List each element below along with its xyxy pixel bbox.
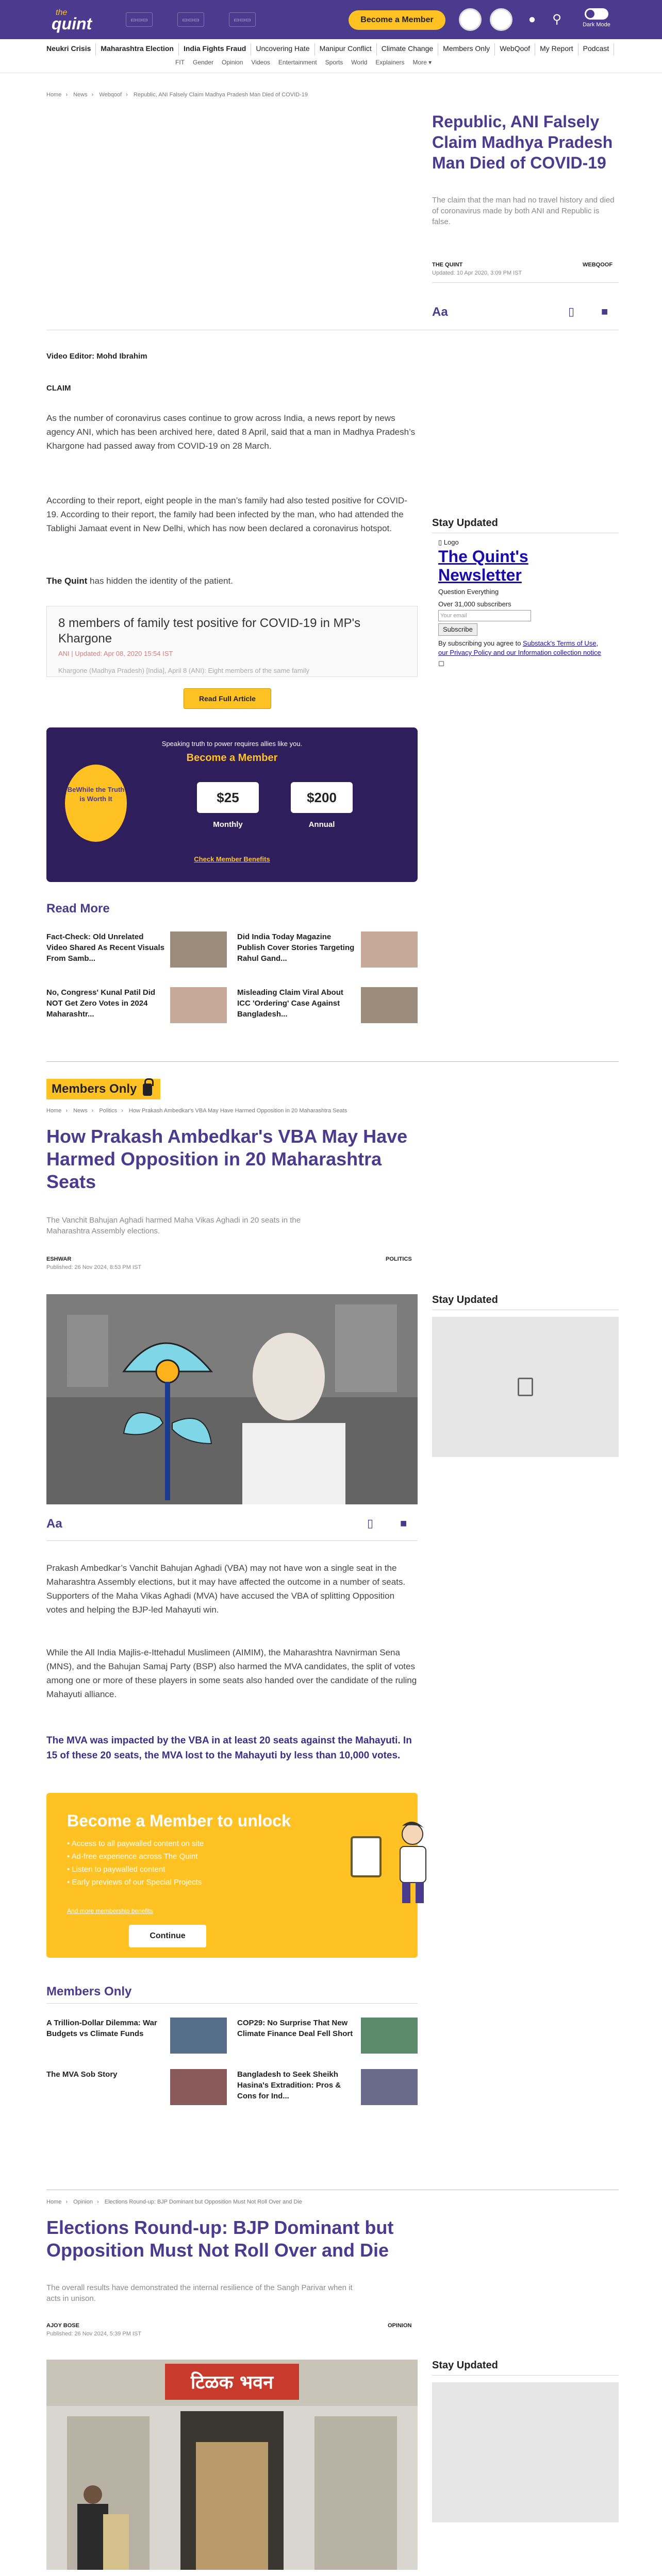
thumbnail: [361, 987, 418, 1023]
search-icon[interactable]: ⚲: [552, 12, 561, 26]
continue-button[interactable]: Continue: [129, 1925, 206, 1947]
nav-item[interactable]: Maharashtra Election: [96, 43, 179, 56]
list-item[interactable]: [46, 2018, 232, 2064]
list-item-title: COP29: No Surprise That New Climate Finance Deal Fell Short: [237, 2019, 353, 2038]
publish-date: Published: 26 Nov 2024, 5:39 PM IST: [46, 2331, 142, 2337]
list-item: • Access to all paywalled content on site: [67, 1837, 204, 1850]
document-icon: [518, 1378, 533, 1396]
publish-date: Published: 26 Nov 2024, 8:53 PM IST: [46, 1264, 142, 1270]
secondary-nav: [175, 59, 432, 66]
dark-mode-toggle[interactable]: [578, 8, 615, 31]
article-subhead: The overall results have demonstrated the internal resilience of the Sangh Parivar when it acts in unison.: [46, 2283, 353, 2303]
avatar[interactable]: [459, 8, 482, 31]
nav-item[interactable]: Neukri Crisis: [46, 43, 96, 56]
list-item[interactable]: [46, 931, 232, 978]
embedded-news-card[interactable]: [46, 606, 418, 677]
nav-item[interactable]: Members Only: [438, 43, 495, 56]
newsletter-logo: ▯ Logo: [438, 538, 459, 546]
publish-date: Updated: 10 Apr 2020, 3:09 PM IST: [432, 270, 522, 276]
breadcrumb: Home › News › Webqoof › Republic, ANI Falsely Claim Madhya Pradesh Man Died of COVID-19: [46, 92, 308, 98]
site-logo[interactable]: [46, 5, 103, 34]
list-item-title: No, Congress' Kunal Patil Did NOT Get Zero Votes in 2024 Maharashtr...: [46, 988, 156, 1019]
nav-item[interactable]: Manipur Conflict: [315, 43, 377, 56]
breadcrumb: Home › News › Politics › How Prakash Ambedkar's VBA May Have Harmed Opposition in 20 Maharashtra Seats: [46, 1108, 347, 1114]
unlock-paywall: [46, 1793, 418, 1958]
account-icon[interactable]: ●: [528, 12, 536, 26]
read-full-article-button[interactable]: Read Full Article: [184, 688, 271, 709]
article-title: How Prakash Ambedkar's VBA May Have Harmed Opposition in 20 Maharashtra Seats: [46, 1126, 408, 1192]
email-placeholder: Your email: [440, 613, 467, 619]
logo-quint: quint: [52, 14, 92, 33]
nav-item[interactable]: Climate Change: [377, 43, 438, 56]
newsletter-logo-alt: Logo: [443, 538, 459, 546]
article-paragraph: The Quint has hidden the identity of the patient.: [46, 576, 233, 586]
list-item-title: Fact-Check: Old Unrelated Video Shared As Recent Visuals From Samb...: [46, 933, 164, 963]
building-sign: टिळक भवन: [190, 2372, 274, 2393]
font-size-toggle[interactable]: Aa: [46, 1517, 62, 1531]
breadcrumb-item: How Prakash Ambedkar's VBA May Have Harmed Opposition in 20 Maharashtra Seats: [128, 1108, 347, 1114]
article-paragraph: While the All India Majlis-e-Ittehadul Muslimeen (AIMIM), the Maharashtra Navnirman Sena (MNS), and the Bahujan Samaj Party (BSP) also harmed the MVA candidates, the split of votes among one or more of these players in some seats also handed over the candidate of the ruling Mahayuti alliance.: [46, 1648, 417, 1699]
terms-link[interactable]: Substack's Terms of Use, our Privacy Policy and our Information collection notice: [438, 639, 601, 656]
list-item: • Early previews of our Special Projects: [67, 1876, 204, 1889]
author-name[interactable]: ESHWAR: [46, 1256, 72, 1262]
list-item[interactable]: [237, 931, 423, 978]
divider: [432, 282, 619, 283]
claim-label: CLAIM: [46, 384, 71, 393]
chevron-down-icon: ▾: [428, 59, 432, 66]
membership-promo: [46, 727, 418, 882]
list-item: • Ad-free experience across The Quint: [67, 1850, 204, 1863]
nav-item[interactable]: Uncovering Hate: [251, 43, 315, 56]
divider: [46, 1540, 418, 1541]
article-paragraph: According to their report, eight people in the man’s family had also tested positive for COVID-19. According to their report, the family had been infected by the man, who had attended the Tablighi Jamaat event in New Delhi, which has now been declared a coronavirus hotspot.: [46, 496, 407, 533]
person-illustration: [382, 1819, 438, 1906]
breadcrumb-item[interactable]: Home: [46, 1108, 62, 1114]
thumbnail: [170, 931, 227, 968]
thumbnail: [170, 2069, 227, 2105]
embed-date: ANI | Updated: Apr 08, 2020 15:54 IST: [58, 650, 173, 657]
list-item[interactable]: [46, 987, 232, 1033]
thumbnail: [170, 987, 227, 1023]
category-tag[interactable]: WEBQOOF: [583, 262, 613, 268]
terms-text: By subscribing you agree to Substack's Terms of Use, our Privacy Policy and our Information collection notice: [438, 639, 601, 656]
become-member-button[interactable]: Become a Member: [349, 10, 445, 30]
list-item[interactable]: [237, 987, 423, 1033]
divider: [46, 2003, 418, 2004]
nav-item[interactable]: Gender: [193, 59, 214, 66]
promo-cta[interactable]: Become a Member: [186, 752, 278, 764]
list-item[interactable]: [46, 2069, 232, 2115]
header-bar: [0, 0, 662, 39]
article-image: [46, 1294, 418, 1504]
newsletter-tagline: Question Everything: [438, 588, 499, 596]
plan-annual[interactable]: $200: [291, 782, 353, 813]
vba-photo: [46, 1294, 418, 1504]
unlock-title: Become a Member to unlock: [67, 1811, 291, 1830]
list-item[interactable]: [237, 2018, 423, 2064]
author-name[interactable]: THE QUINT: [432, 262, 463, 268]
list-item-title: A Trillion-Dollar Dilemma: War Budgets vs Climate Funds: [46, 2019, 157, 2038]
partner-logo-2[interactable]: ▭▭▭: [177, 12, 204, 27]
subscribe-checkbox[interactable]: ☐: [438, 660, 444, 668]
embed-excerpt: Khargone (Madhya Pradesh) [India], April 8 (ANI): Eight members of the same family: [58, 667, 309, 674]
nav-item[interactable]: FIT: [175, 59, 185, 66]
logo-the: the: [56, 8, 68, 17]
thumbnail: [361, 2018, 418, 2054]
stay-updated-heading: Stay Updated: [432, 517, 498, 529]
padlock-icon: [351, 1836, 382, 1877]
breadcrumb-item: Elections Round-up: BJP Dominant but Opposition Must Not Roll Over and Die: [104, 2199, 302, 2205]
breadcrumb-item[interactable]: Home: [46, 2199, 62, 2205]
thumbnail: [361, 2069, 418, 2105]
article-subhead: The claim that the man had no travel history and died of coronavirus made by both ANI and Republic is false.: [432, 196, 615, 226]
toggle-switch[interactable]: [585, 8, 608, 20]
breadcrumb-item[interactable]: Home: [46, 92, 62, 98]
read-more-heading: Read More: [46, 902, 110, 916]
breadcrumb: Home › Opinion › Elections Round-up: BJP Dominant but Opposition Must Not Roll Over and Die: [46, 2199, 302, 2205]
more-benefits-link[interactable]: And more membership benefits: [67, 1907, 153, 1914]
plan-monthly-label: Monthly: [213, 820, 243, 829]
list-item-title: Did India Today Magazine Publish Cover Stories Targeting Rahul Gand...: [237, 933, 355, 963]
article-image: [46, 2360, 418, 2570]
font-size-toggle[interactable]: Aa: [432, 305, 448, 319]
category-tag[interactable]: OPINION: [388, 2323, 412, 2329]
profile-avatar[interactable]: [490, 8, 512, 31]
breadcrumb-item[interactable]: Opinion: [73, 2199, 93, 2205]
list-item-title: The MVA Sob Story: [46, 2070, 118, 2079]
plan-annual-label: Annual: [308, 820, 335, 829]
newsletter-widget: [438, 538, 614, 669]
category-tag[interactable]: POLITICS: [386, 1256, 412, 1262]
list-item-title: Misleading Claim Viral About ICC 'Ordering' Case Against Bangladesh...: [237, 988, 343, 1019]
unlock-benefits-list: [67, 1837, 204, 1889]
bookmark-icon[interactable]: ▯: [568, 305, 575, 318]
nav-item[interactable]: Entertainment: [278, 59, 317, 66]
video-editor: Video Editor: Mohd Ibrahim: [46, 352, 147, 361]
nav-item[interactable]: Opinion: [222, 59, 243, 66]
article-paragraph: Prakash Ambedkar’s Vanchit Bahujan Aghadi (VBA) may not have won a single seat in the Maharashtra Assembly elections, but it may have affected the outcome in a number of seats. Supporters of the Maha Vikas Aghadi (MVA) have accused the VBA of splitting Opposition votes and helping the BJP-led Mahayuti win.: [46, 1563, 406, 1615]
nav-item[interactable]: India Fights Fraud: [179, 43, 251, 56]
nav-item[interactable]: [412, 59, 432, 66]
nav-item[interactable]: Explainers: [375, 59, 405, 66]
article-title: Elections Round-up: BJP Dominant but Opposition Must Not Roll Over and Die: [46, 2217, 394, 2261]
divider: [432, 2375, 619, 2376]
thumbnail: [361, 931, 418, 968]
primary-nav: [46, 43, 614, 56]
comment-icon[interactable]: ■: [400, 1517, 407, 1530]
author-name[interactable]: AJOY BOSE: [46, 2323, 79, 2329]
nav-item[interactable]: Videos: [251, 59, 270, 66]
stay-updated-heading: Stay Updated: [432, 2360, 498, 2371]
article-paragraph: As the number of coronavirus cases continue to grow across India, a news report by news agency ANI, which has been archived here, dated 8 April, said that a man in Madhya Pradesh’s Khargone had passed away from COVID-19 on 28 March.: [46, 413, 416, 451]
partner-logo-3[interactable]: ▭▭▭: [229, 12, 256, 27]
bookmark-icon[interactable]: ▯: [367, 1517, 374, 1530]
nav-item[interactable]: My Report: [535, 43, 578, 56]
article-separator: [46, 1061, 619, 1062]
partner-logo-1[interactable]: ▭▭▭: [126, 12, 153, 27]
tilak-bhavan-photo: [46, 2360, 418, 2570]
email-input[interactable]: [438, 610, 531, 621]
subscribe-button[interactable]: Subscribe: [438, 623, 477, 636]
nav-item[interactable]: Podcast: [578, 43, 615, 56]
site-header: [0, 0, 662, 73]
dark-mode-label: Dark Mode: [583, 22, 610, 28]
nav-item[interactable]: WebQoof: [495, 43, 535, 56]
promo-tagline: Speaking truth to power requires allies like you.: [161, 740, 303, 748]
stay-updated-heading: Stay Updated: [432, 1294, 498, 1306]
article-title: Republic, ANI Falsely Claim Madhya Pradesh Man Died of COVID-19: [432, 112, 613, 172]
list-item: • Listen to paywalled content: [67, 1863, 204, 1876]
breadcrumb-item[interactable]: News: [73, 1108, 88, 1114]
member-benefits-link[interactable]: Check Member Benefits: [194, 855, 270, 863]
breadcrumb-item[interactable]: News: [73, 92, 88, 98]
article-subhead: The Vanchit Bahujan Aghadi harmed Maha Vikas Aghadi in 20 seats in the Maharashtra Assembly elections.: [46, 1216, 301, 1235]
newsletter-placeholder: [432, 2382, 619, 2522]
list-item[interactable]: [237, 2069, 423, 2115]
members-only-heading: Members Only: [46, 1985, 132, 1998]
pull-quote: The MVA was impacted by the VBA in at least 20 seats against the Mahayuti. In 15 of these 20 seats, the MVA lost to the Mahayuti by less than 10,000 votes.: [46, 1735, 412, 1761]
nav-item[interactable]: World: [351, 59, 368, 66]
newsletter-placeholder: [432, 1317, 619, 1457]
nav-item[interactable]: Sports: [325, 59, 343, 66]
breadcrumb-item: Republic, ANI Falsely Claim Madhya Pradesh Man Died of COVID-19: [133, 92, 308, 98]
promo-badge: BeWhile the Truth is Worth It: [65, 765, 127, 842]
breadcrumb-item[interactable]: Webqoof: [99, 92, 122, 98]
breadcrumb-item[interactable]: Politics: [99, 1108, 118, 1114]
comment-icon[interactable]: ■: [601, 305, 608, 318]
embed-title: 8 members of family test positive for COVID-19 in MP's Khargone: [58, 616, 361, 646]
thumbnail: [170, 2018, 227, 2054]
list-item-title: Bangladesh to Seek Sheikh Hasina's Extradition: Pros & Cons for Ind...: [237, 2070, 341, 2100]
newsletter-title[interactable]: The Quint's Newsletter: [438, 547, 528, 584]
members-only-badge: Members Only: [46, 1079, 160, 1099]
lock-icon: [143, 1083, 152, 1096]
nav-more-label: More: [412, 59, 427, 66]
subscriber-count: Over 31,000 subscribers: [438, 600, 511, 608]
plan-monthly[interactable]: $25: [197, 782, 259, 813]
